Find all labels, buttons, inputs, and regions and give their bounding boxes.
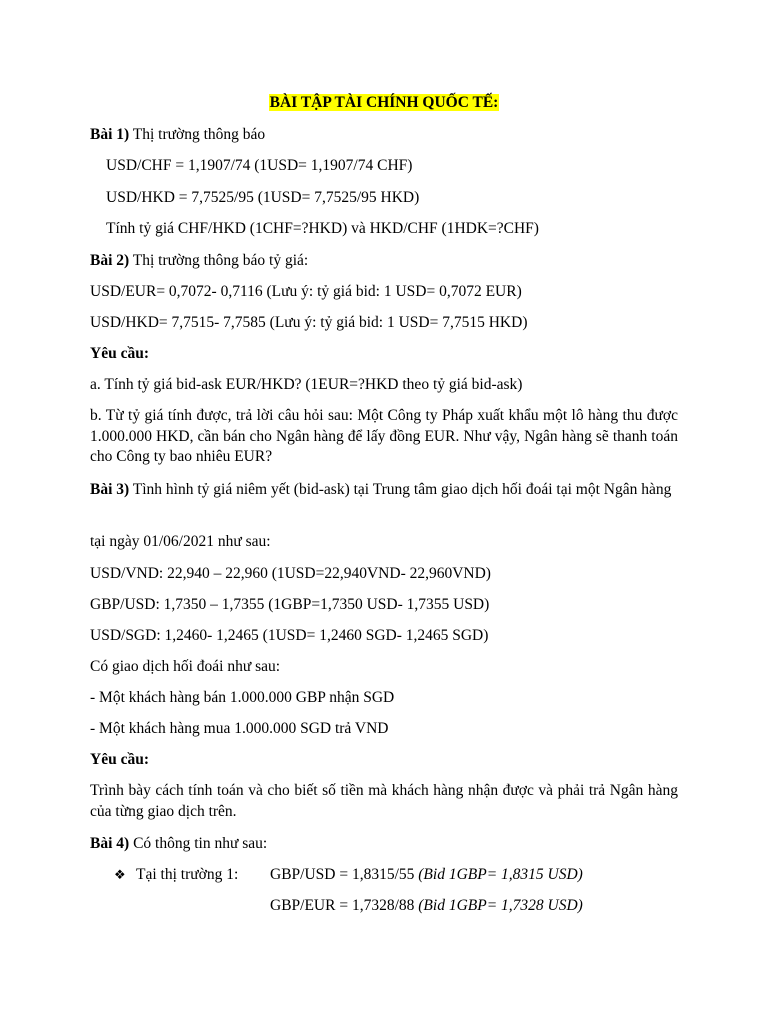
bai2-heading — [90, 251, 678, 271]
bai4-heading — [90, 834, 678, 854]
bai3-transactions-intro: Có giao dịch hối đoái như sau: — [90, 658, 281, 675]
bai3-intro: Tình hình tỷ giá niêm yết (bid-ask) tại Trung tâm giao dịch hối đoái tại một Ngân hàng — [129, 481, 672, 498]
bai1-line-3: Tính tỷ giá CHF/HKD (1CHF=?HKD) và HKD/CHF (1HDK=?CHF) — [106, 220, 539, 237]
bai4-market-label: Tại thị trường 1: — [136, 866, 239, 883]
bai3-yeucau-text: Trình bày cách tính toán và cho biết số tiền mà khách hàng nhận được và phải trả Ngân hàng của từng giao dịch trên. — [90, 782, 678, 820]
bai3-rate-3: USD/SGD: 1,2460- 1,2465 (1USD= 1,2460 SGD- 1,2465 SGD) — [90, 627, 489, 644]
bai3-transaction-1: - Một khách hàng bán 1.000.000 GBP nhận SGD — [90, 689, 395, 706]
bai4-rate-2: GBP/EUR = 1,7328/88 — [270, 897, 419, 914]
bai3-label: Bài 3) — [90, 481, 130, 498]
bai2-yeucau-label: Yêu cầu: — [90, 345, 149, 362]
bai3-transaction-2: - Một khách hàng mua 1.000.000 SGD trả VND — [90, 720, 389, 737]
bai1-line-2: USD/HKD = 7,7525/95 (1USD= 7,7525/95 HKD) — [106, 189, 420, 206]
bai4-note-1: (Bid 1GBP= 1,8315 USD) — [418, 866, 583, 883]
bai2-line-2: USD/HKD= 7,7515- 7,7585 (Lưu ý: tỷ giá bid: 1 USD= 7,7515 HKD) — [90, 314, 528, 331]
bai4-intro: Có thông tin như sau: — [129, 835, 268, 852]
bai1-intro: Thị trường thông báo — [129, 126, 266, 143]
bai4-rate-row-2 — [270, 896, 678, 916]
bai1-label: Bài 1) — [90, 126, 130, 143]
bai4-label: Bài 4) — [90, 835, 130, 852]
bai3-heading — [90, 480, 678, 501]
bai2-question-b: b. Từ tỷ giá tính được, trả lời câu hỏi sau: Một Công ty Pháp xuất khẩu một lô hàng thu được 1.000.000 HKD, cần bán cho Ngân hàng để lấy đồng EUR. Như vậy, Ngân hàng sẽ thanh toán cho Công ty bao nhiêu EUR? — [90, 407, 678, 465]
bai3-date-line: tại ngày 01/06/2021 như sau: — [90, 533, 271, 550]
bai4-rate-1: GBP/USD = 1,8315/55 — [270, 866, 419, 883]
bai2-question-a: a. Tính tỷ giá bid-ask EUR/HKD? (1EUR=?HKD theo tỷ giá bid-ask) — [90, 376, 523, 393]
bai4-note-2: (Bid 1GBP= 1,7328 USD) — [418, 897, 583, 914]
bai4-rate-row-1 — [270, 865, 678, 885]
bai3-rate-1: USD/VND: 22,940 – 22,960 (1USD=22,940VND- 22,960VND) — [90, 565, 491, 582]
bai1-heading — [90, 125, 678, 145]
bai2-line-1: USD/EUR= 0,7072- 0,7116 (Lưu ý: tỷ giá bid: 1 USD= 0,7072 EUR) — [90, 283, 522, 300]
bai3-yeucau-label: Yêu cầu: — [90, 751, 149, 768]
diamond-bullet-icon: ❖ — [114, 867, 126, 882]
bai2-intro: Thị trường thông báo tỷ giá: — [129, 252, 309, 269]
page-title: BÀI TẬP TÀI CHÍNH QUỐC TẾ: — [269, 94, 499, 111]
bai1-line-1: USD/CHF = 1,1907/74 (1USD= 1,1907/74 CHF) — [106, 157, 413, 174]
bai3-rate-2: GBP/USD: 1,7350 – 1,7355 (1GBP=1,7350 USD- 1,7355 USD) — [90, 596, 490, 613]
bai2-label: Bài 2) — [90, 252, 130, 269]
